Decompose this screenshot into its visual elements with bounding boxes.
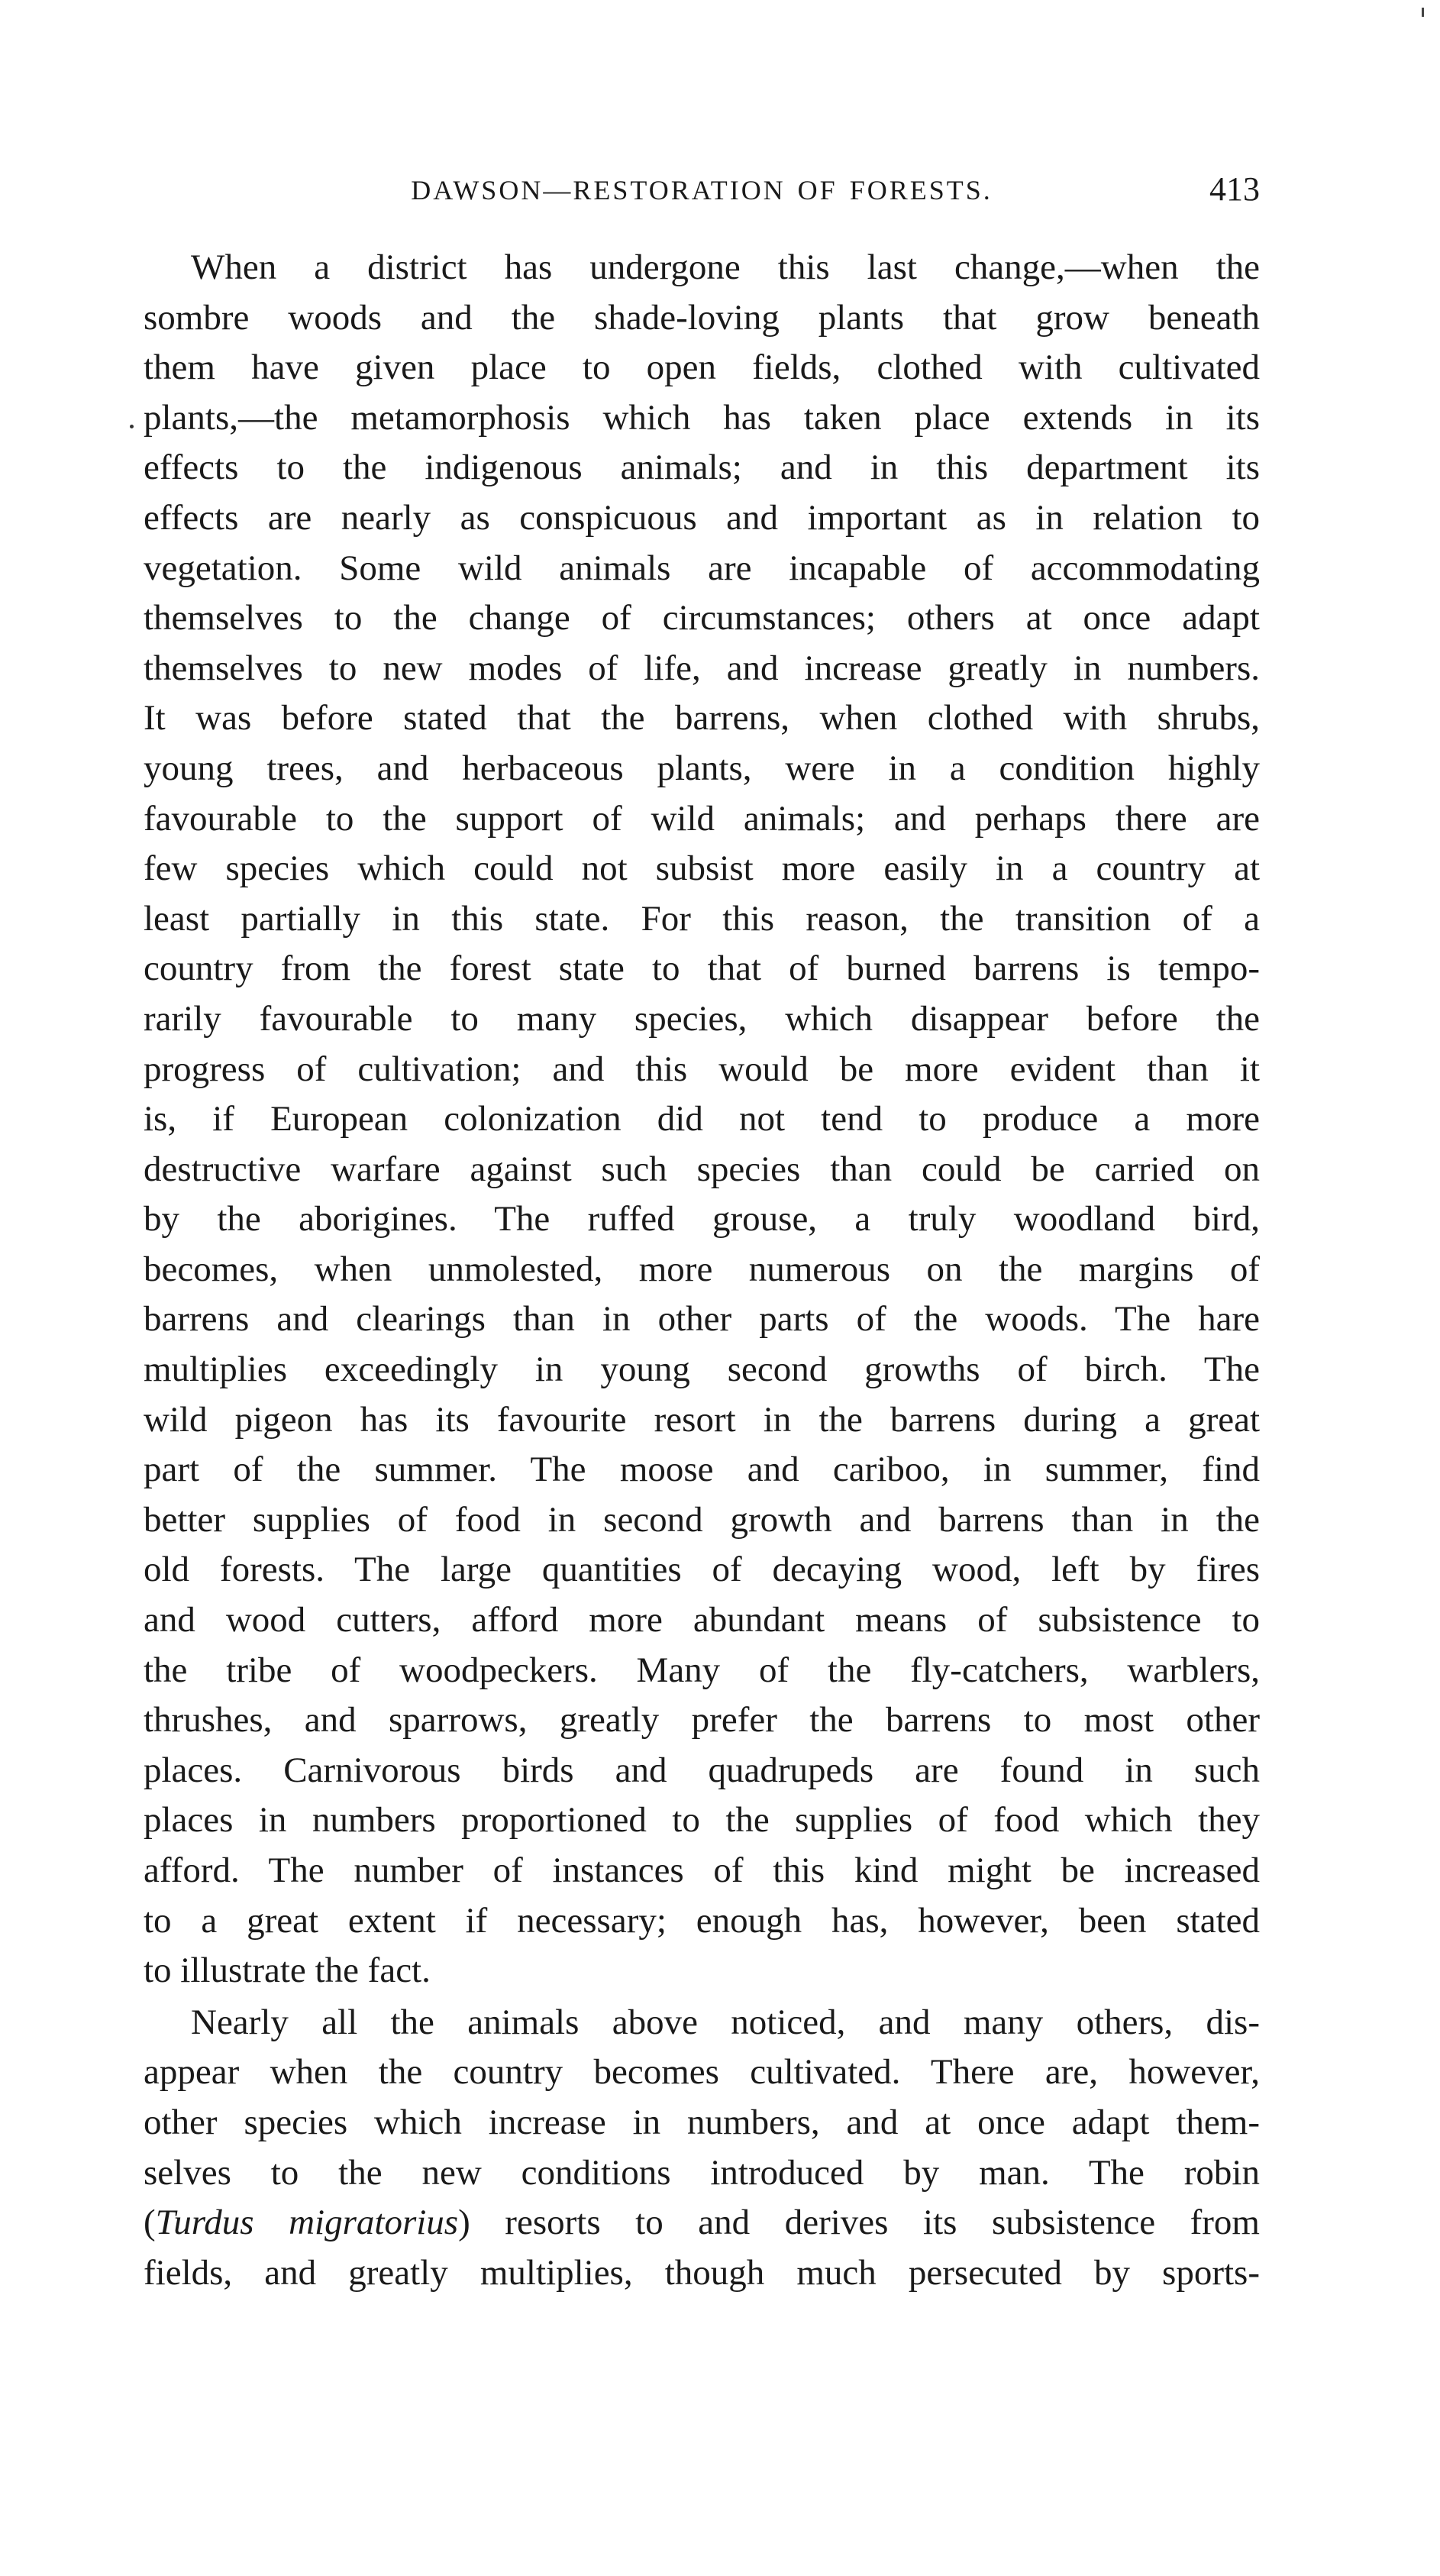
text-line: places in numbers proportioned to the supplies of food which they — [144, 1800, 1260, 1841]
text-line: themselves to the change of circumstances; others at once adapt — [144, 598, 1260, 638]
text-line: becomes, when unmolested, more numerous on the margins of — [144, 1249, 1260, 1289]
paragraph-1 — [144, 243, 1260, 1996]
text-line: effects are nearly as conspicuous and important as in relation to — [144, 497, 1260, 538]
running-title: DAWSON—RESTORATION OF FORESTS. — [411, 175, 993, 205]
body-text — [144, 243, 1260, 2298]
text-line: selves to the new conditions introduced by man. The robin — [144, 2152, 1260, 2193]
text-line: sombre woods and the shade-loving plants that grow beneath — [144, 297, 1260, 338]
text-line: and wood cutters, afford more abundant means of subsistence to — [144, 1600, 1260, 1640]
text-line: the tribe of woodpeckers. Many of the fly-catchers, warblers, — [144, 1650, 1260, 1690]
text-line: fields, and greatly multiplies, though much persecuted by sports- — [144, 2252, 1260, 2293]
paragraph-2 — [144, 1998, 1260, 2299]
text-line: multiplies exceedingly in young second growths of birch. The — [144, 1349, 1260, 1390]
text-line: appear when the country becomes cultivated. There are, however, — [144, 2052, 1260, 2093]
text-line: progress of cultivation; and this would be more evident than it — [144, 1049, 1260, 1089]
text-line: destructive warfare against such species than could be carried on — [144, 1149, 1260, 1189]
text-line: old forests. The large quantities of decaying wood, left by fires — [144, 1550, 1260, 1590]
text-line: wild pigeon has its favourite resort in the barrens during a great — [144, 1399, 1260, 1440]
text-line: thrushes, and sparrows, greatly prefer the barrens to most other — [144, 1700, 1260, 1740]
page-number: 413 — [1209, 170, 1260, 208]
text-line: places. Carnivorous birds and quadrupeds are found in such — [144, 1750, 1260, 1790]
species-name: Turdus migratorius — [155, 2203, 459, 2243]
text-line: When a district has undergone this last change,—when the — [191, 247, 1260, 287]
text-fragment: ) resorts to and derives its subsistence from — [458, 2203, 1260, 2243]
text-line: afford. The number of instances of this kind might be increased — [144, 1850, 1260, 1890]
text-line: to illustrate the fact. — [144, 1951, 431, 1991]
text-line: by the aborigines. The ruffed grouse, a truly woodland bird, — [144, 1199, 1260, 1240]
text-line: barrens and clearings than in other parts of the woods. The hare — [144, 1299, 1260, 1340]
text-line: part of the summer. The moose and cariboo, in summer, find — [144, 1450, 1260, 1490]
scan-speck — [1422, 8, 1424, 17]
text-line: country from the forest state to that of burned barrens is tempo- — [144, 949, 1260, 989]
text-line: plants,—the metamorphosis which has taken place extends in its — [144, 397, 1260, 438]
open-paren: ( — [144, 2203, 156, 2243]
text-line: other species which increase in numbers, and at once adapt them- — [144, 2102, 1260, 2142]
text-line: least partially in this state. For this reason, the transition of a — [144, 898, 1260, 939]
text-line-with-italic — [144, 2198, 1260, 2248]
text-line: themselves to new modes of life, and increase greatly in numbers. — [144, 648, 1260, 688]
running-head — [144, 170, 1260, 218]
text-line: vegetation. Some wild animals are incapable of accommodating — [144, 548, 1260, 588]
text-line: is, if European colonization did not tend to produce a more — [144, 1099, 1260, 1139]
text-line: them have given place to open fields, clothed with cultivated — [144, 347, 1260, 388]
text-line: better supplies of food in second growth and barrens than in the — [144, 1499, 1260, 1540]
text-line: rarily favourable to many species, which disappear before the — [144, 998, 1260, 1039]
margin-mark — [130, 425, 134, 428]
text-line: It was before stated that the barrens, when clothed with shrubs, — [144, 698, 1260, 739]
text-line: favourable to the support of wild animals; and perhaps there are — [144, 798, 1260, 839]
text-line: to a great extent if necessary; enough has, however, been stated — [144, 1900, 1260, 1941]
text-line: young trees, and herbaceous plants, were in a condition highly — [144, 748, 1260, 788]
text-line: Nearly all the animals above noticed, and many others, dis- — [191, 2002, 1260, 2042]
text-line: few species which could not subsist more easily in a country at — [144, 848, 1260, 889]
text-line: effects to the indigenous animals; and in this department its — [144, 448, 1260, 488]
